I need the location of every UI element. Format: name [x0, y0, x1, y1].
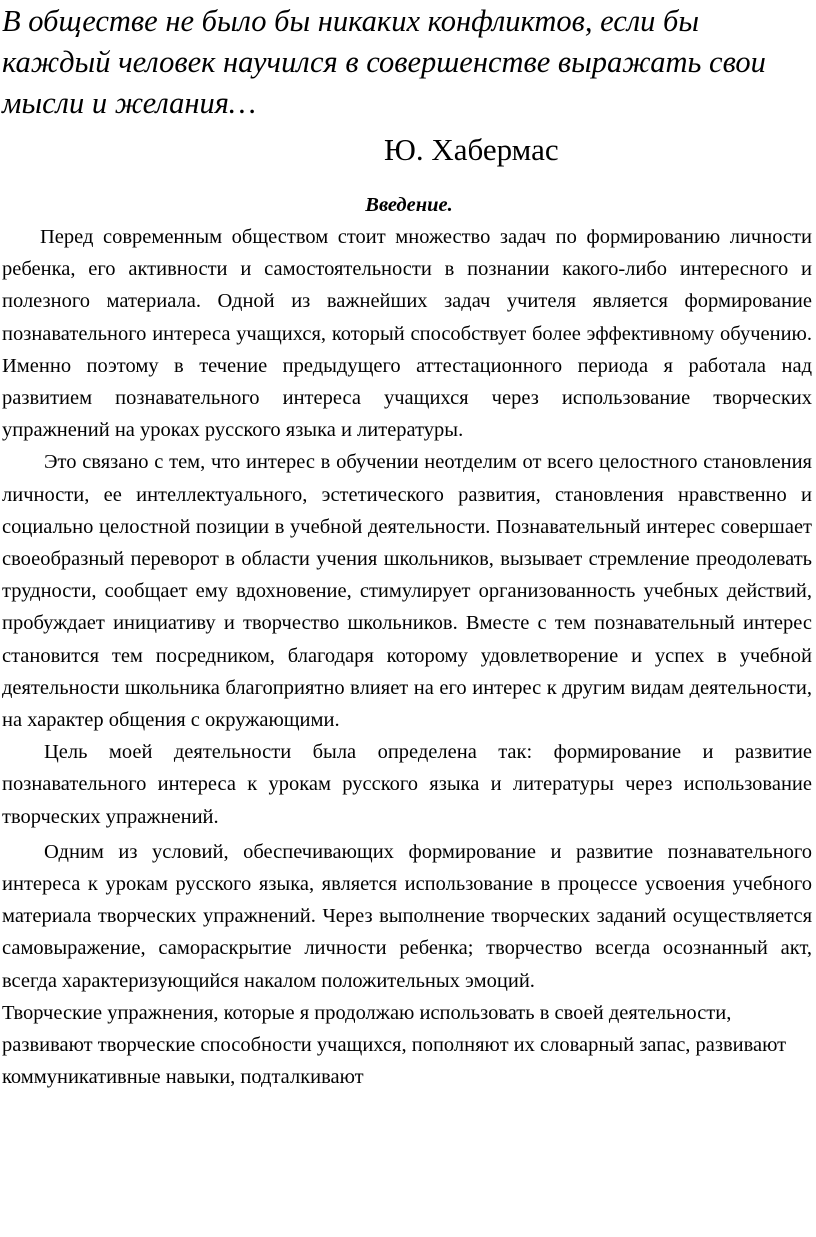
paragraph-1: Перед современным обществом стоит множество задач по формированию личности ребенка, его активности и самостоятельности в познании какого-либо интересного и полезного материала. Одной из важнейших задач учителя является формирование познавательного интереса учащихся, который способствует более эффективному обучению. Именно поэтому в течение предыдущего аттестационного периода я работала над развитием познавательного интереса учащихся через использование творческих упражнений на уроках русского языка и литературы. [2, 226, 812, 442]
paragraph-4: Одним из условий, обеспечивающих формирование и развитие познавательного интереса к урокам русского языка, является использование в процессе усвоения учебного материала творческих упражнений. Через выполнение творческих заданий осуществляется самовыражение, самораскрытие личности ребенка; творчество всегда осознанный акт, всегда характеризующийся накалом положительных эмоций. [2, 840, 812, 992]
paragraph-5: Творческие упражнения, которые я продолжаю использовать в своей деятельности, развивают творческие способности учащихся, пополняют их словарный запас, развивают коммуникативные навыки, подталкивают [2, 1001, 787, 1089]
paragraph-2: Это связано с тем, что интерес в обучении неотделим от всего целостного становления личности, ее интеллектуального, эстетического развития, становления нравственно и социально целостной позиции в учебной деятельности. Познавательный интерес совершает своеобразный переворот в области учения школьников, вызывает стремление преодолевать трудности, сообщает ему вдохновение, стимулирует организованность учебных действий, пробуждает инициативу и творчество школьников. Вместе с тем познавательный интерес становится тем посредником, благодаря которому удовлетворение и успех в учебной деятельности школьника благоприятно влияет на его интерес к другим видам деятельности, на характер общения с окружающими. [2, 451, 812, 732]
paragraph-3: Цель моей деятельности была определена так: формирование и развитие познавательного интереса к урокам русского языка и литературы через использование творческих упражнений. [2, 741, 812, 828]
section-heading: Введение. [365, 194, 453, 216]
epigraph-author: Ю. Хабермас [384, 132, 559, 167]
epigraph-quote: В обществе не было бы никаких конфликтов, если бы каждый человек научился в совершенстве выражать свои мысли и желания… [2, 4, 766, 120]
